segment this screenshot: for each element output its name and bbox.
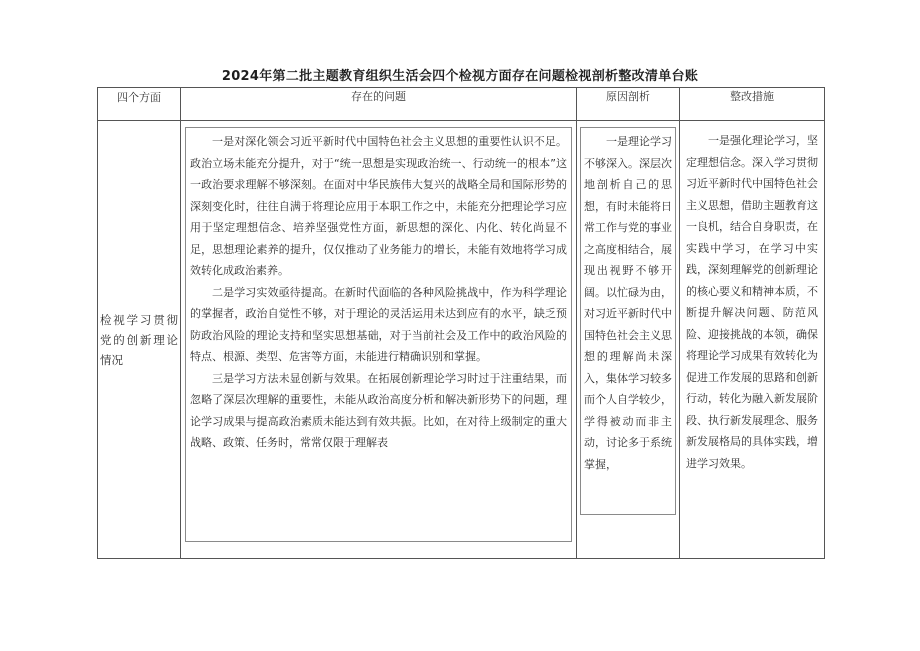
problems-box [185,127,572,542]
problems-cell [181,121,577,559]
header-rectification-measures: 整改措施 [680,88,825,121]
causes-cell [577,121,680,559]
measures-cell [680,121,825,559]
header-cause-analysis: 原因剖析 [577,88,680,121]
table-header-row [98,88,825,121]
table-row [98,121,825,559]
rectification-ledger-table [97,87,825,559]
aspect-cell: 检视学习贯彻党的创新理论情况 [98,121,181,559]
problem-paragraph-1: 一是对深化领会习近平新时代中国特色社会主义思想的重要性认识不足。政治立场未能充分提升，对于“统一思想是实现政治统一、行动统一的根本”这一政治要求理解不够深刻。在面对中华民族伟大复兴的战略全局和国际形势的深刻变化时，往往自满于将理论应用于本职工作之中，未能充分把理论学习应用于坚定理想信念、培养坚强党性方面，新思想的深化、内化、转化尚显不足，思想理论素养的提升，仅仅推动了业务能力的增长，未能有效地将学习成效转化成政治素养。 [190,135,567,277]
header-four-aspects: 四个方面 [98,88,181,121]
document-title: 2024年第二批主题教育组织生活会四个检视方面存在问题检视剖析整改清单台账 [221,69,699,84]
causes-box: 一是理论学习不够深入。深层次地剖析自己的思想，有时未能将日常工作与党的事业之高度相结合，展现出视野不够开阔。以忙碌为由，对习近平新时代中国特色社会主义思想的理解尚未深入，集体学习较多而个人自学较少，学得被动而非主动，讨论多于系统掌握， [580,127,676,515]
problem-paragraph-3: 三是学习方法未显创新与效果。在拓展创新理论学习时过于注重结果，而忽略了深层次理解的重要性，未能从政治高度分析和解决新形势下的问题，理论学习成果与提高政治素质未能达到有效共振。比如，在对待上级制定的重大战略、政策、任务时，常常仅限于理解表 [190,371,567,449]
problem-paragraph-2: 二是学习实效亟待提高。在新时代面临的各种风险挑战中，作为科学理论的掌握者，政治自觉性不够，对于理论的灵活运用未达到应有的水平，缺乏预防政治风险的理论支持和坚实思想基础，对于当前社会及工作中的政治风险的特点、根源、类型、危害等方面，未能进行精确识别和掌握。 [190,285,567,363]
measures-text: 一是强化理论学习，坚定理想信念。深入学习贯彻习近平新时代中国特色社会主义思想，借助主题教育这一良机，结合自身职责，在实践中学习，在学习中实践，深刻理解党的创新理论的核心要义和精神本质，不断提升解决问题、防范风险、迎接挑战的本领，确保将理论学习成果有效转化为促进工作发展的思路和创新行动，转化为融入新发展阶段、执行新发展理念、服务新发展格局的具体实践，增进学习效果。 [686,134,818,470]
header-existing-problems: 存在的问题 [181,88,577,121]
